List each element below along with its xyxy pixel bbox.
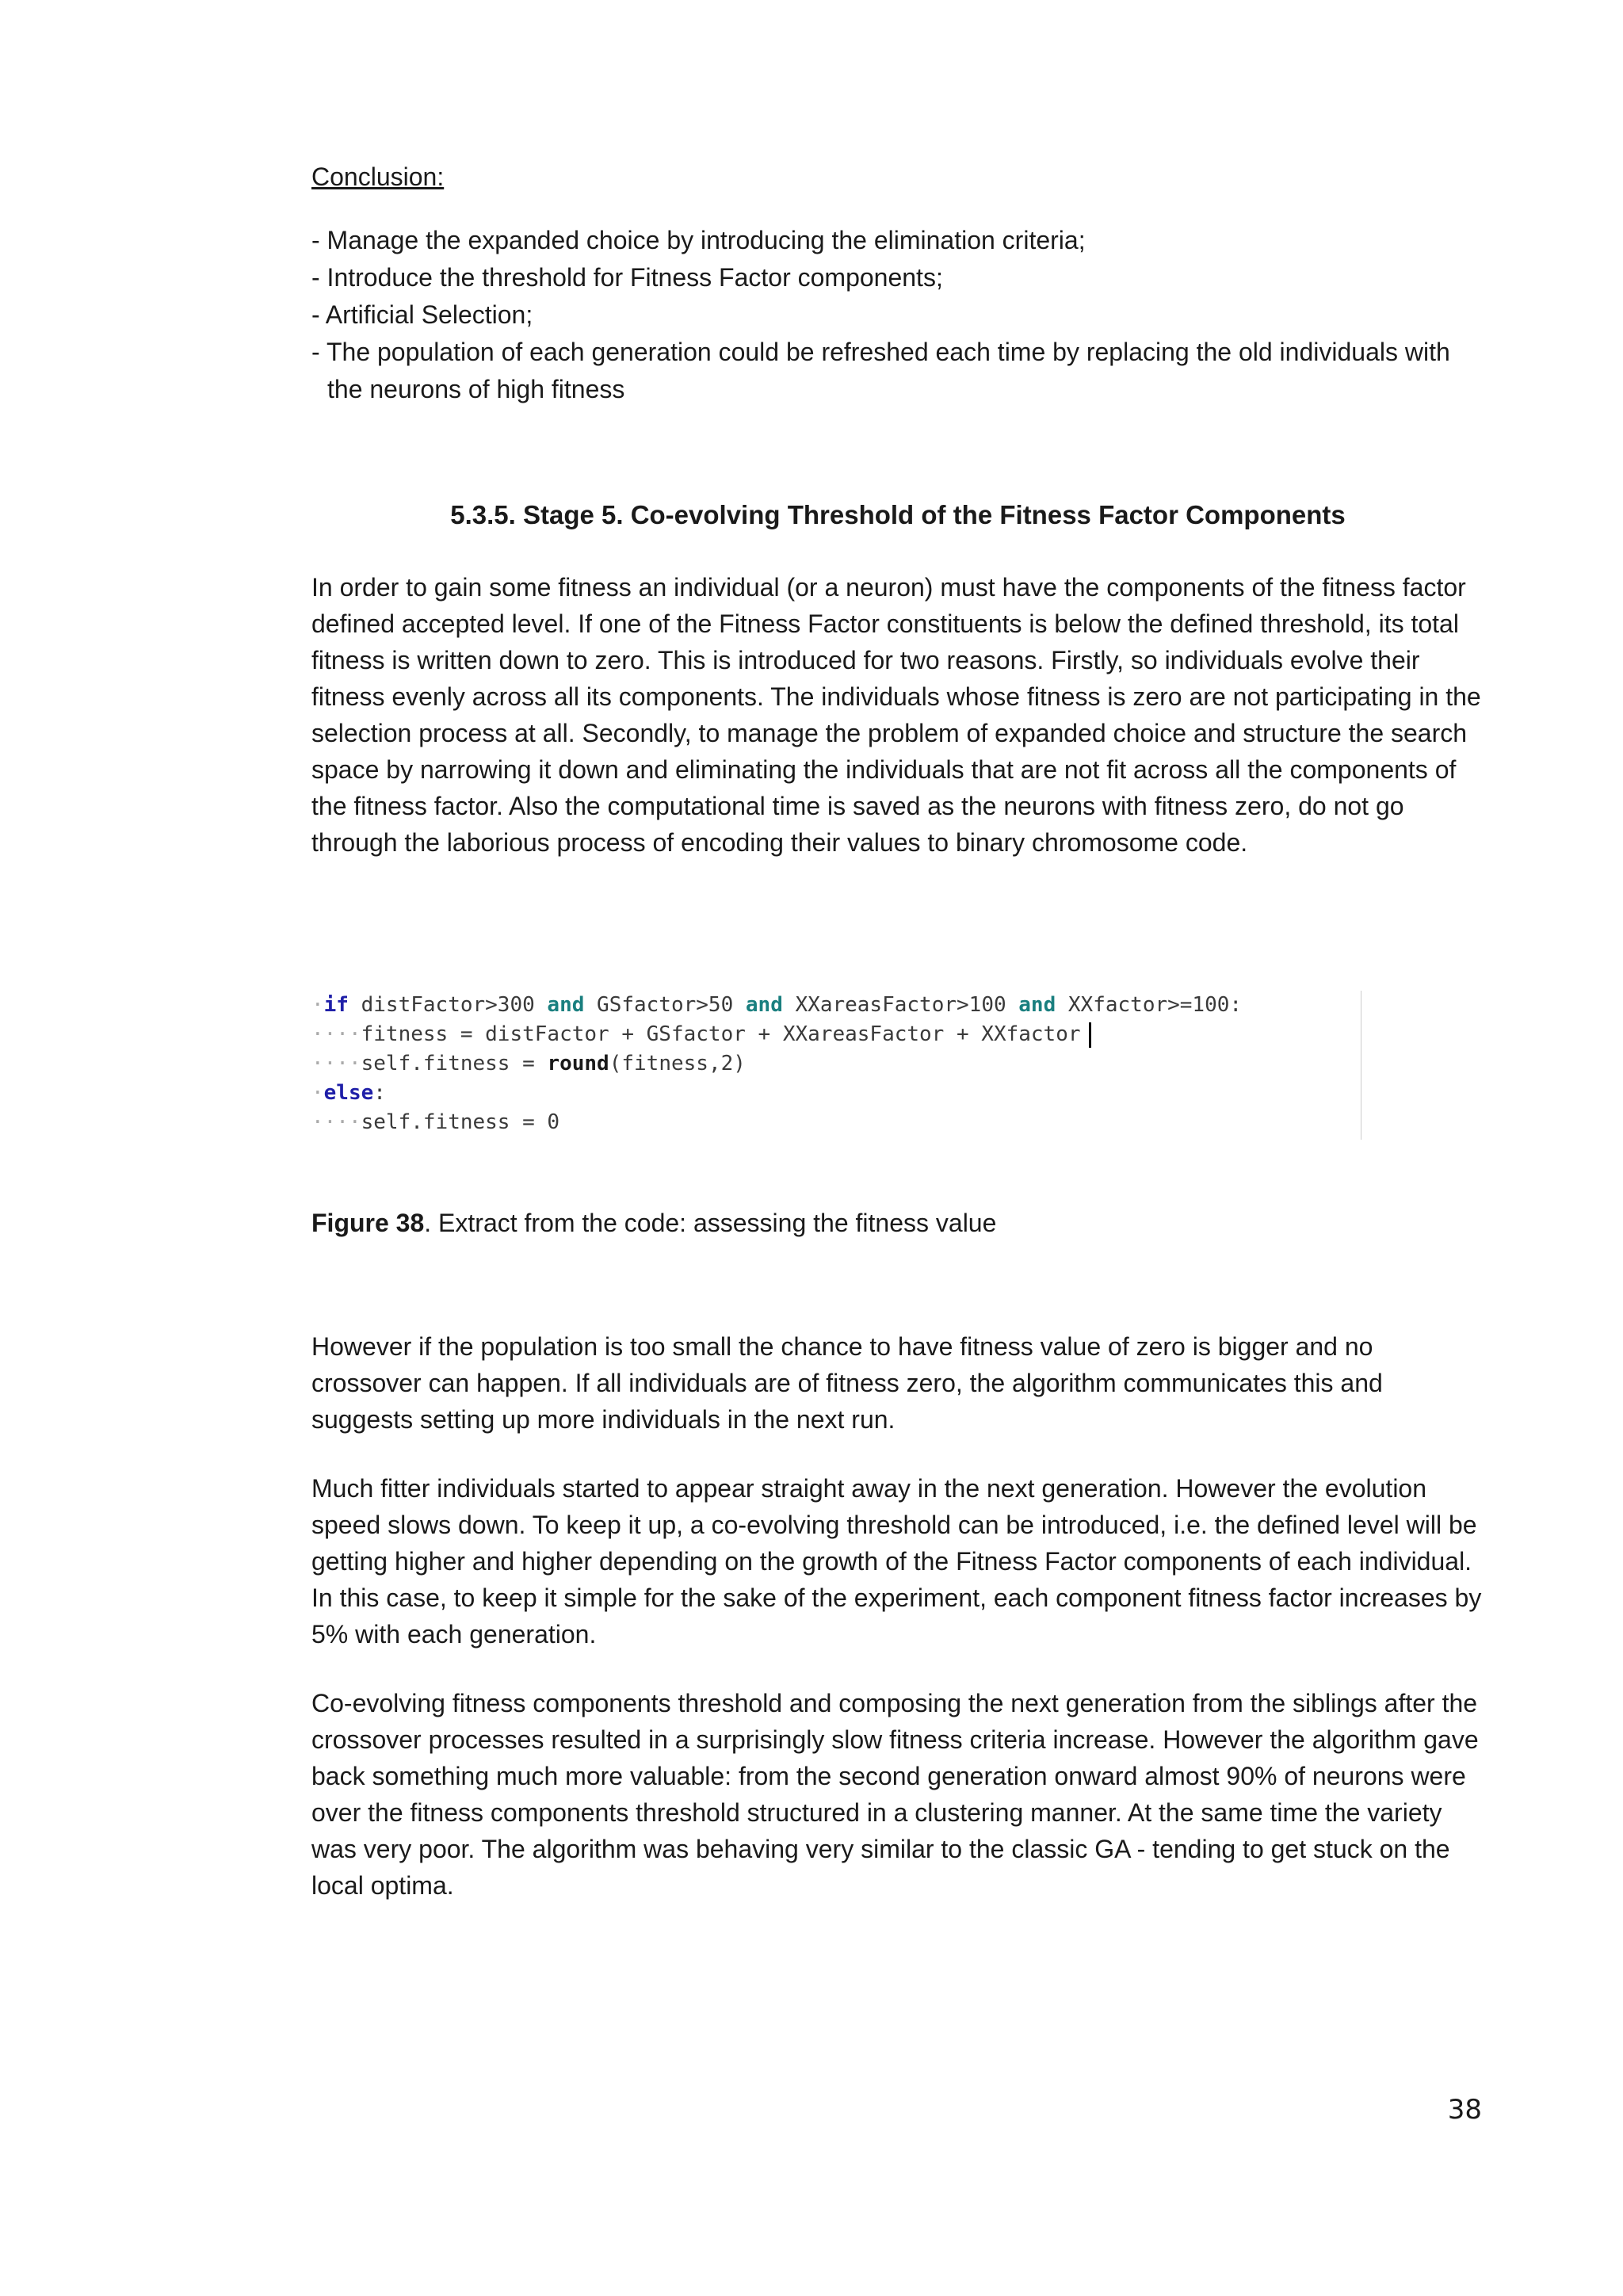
paragraph-small-population: However if the population is too small the chance to have fitness value of zero is bigger and no crossover can happen. If all individuals are of fitness zero, the algorithm communicates this and suggests setting up more individuals in the next run. <box>311 1332 1383 1434</box>
code-line-1: ·if distFactor>300 and GSfactor>50 and XXareasFactor>100 and XXfactor>=100: <box>311 993 1243 1017</box>
keyword-if: if <box>323 993 349 1017</box>
figure-caption-text: . Extract from the code: assessing the fitness value <box>424 1209 997 1237</box>
list-item: - Artificial Selection; <box>311 300 533 329</box>
code-line-3: ····self.fitness = round(fitness,2) <box>311 1052 746 1075</box>
code-line-2: ····fitness = distFactor + GSfactor + XXareasFactor + XXfactor <box>311 1020 1365 1049</box>
paragraph-threshold-intro: In order to gain some fitness an individual (or a neuron) must have the components of the fitness factor defined accepted level. If one of the Fitness Factor constituents is below the defined threshold, its total fitness is written down to zero. This is introduced for two reasons. Firstly, so individuals evolve their fitness evenly across all its components. The individuals whose fitness is zero are not participating in the selection process at all. Secondly, to manage the problem of expanded choice and structure the search space by narrowing it down and eliminating the individuals that are not fit across all the components of the fitness factor. Also the computational time is saved as the neurons with fitness zero, do not go through the laborious process of encoding their values to binary chromosome code. <box>311 573 1481 857</box>
section-heading: 5.3.5. Stage 5. Co-evolving Threshold of the Fitness Factor Components <box>450 500 1346 529</box>
conclusion-heading: Conclusion: <box>311 162 445 191</box>
keyword-and: and <box>1018 993 1056 1017</box>
code-snippet <box>311 991 1365 1140</box>
paragraph-coevolving-results: Co-evolving fitness components threshold and composing the next generation from the siblings after the crossover processes resulted in a surprisingly slow fitness criteria increase. However the algorithm gave back something much more valuable: from the second generation onward almost 90% of neurons were over the fitness components threshold structured in a clustering manner. At the same time the variety was very poor. The algorithm was behaving very similar to the classic GA - tending to get stuck on the local optima. <box>311 1689 1479 1900</box>
builtin-round: round <box>547 1052 609 1075</box>
paragraph-fitter-individuals: Much fitter individuals started to appear straight away in the next generation. However the evolution speed slows down. To keep it up, a co-evolving threshold can be introduced, i.e. the defined level will be getting higher and higher depending on the growth of the Fitness Factor components of each individual. In this case, to keep it simple for the sake of the experiment, each component fitness factor increases by 5% with each generation. <box>311 1474 1482 1648</box>
list-item: - Manage the expanded choice by introducing the elimination criteria; <box>311 226 1086 254</box>
code-line-5: ····self.fitness = 0 <box>311 1110 560 1134</box>
code-line-4: ·else: <box>311 1081 386 1105</box>
keyword-and: and <box>745 993 783 1017</box>
list-item: - Introduce the threshold for Fitness Factor components; <box>311 263 943 292</box>
conclusion-list <box>311 222 1484 408</box>
keyword-and: and <box>547 993 585 1017</box>
figure-caption <box>311 1205 1484 1241</box>
keyword-else: else <box>323 1081 374 1105</box>
list-item: - The population of each generation could be refreshed each time by replacing the old individuals with the neurons of high fitness <box>311 338 1450 403</box>
figure-label: Figure 38 <box>311 1209 425 1237</box>
text-cursor <box>1089 1022 1091 1048</box>
page-number: 38 <box>1447 2094 1482 2126</box>
